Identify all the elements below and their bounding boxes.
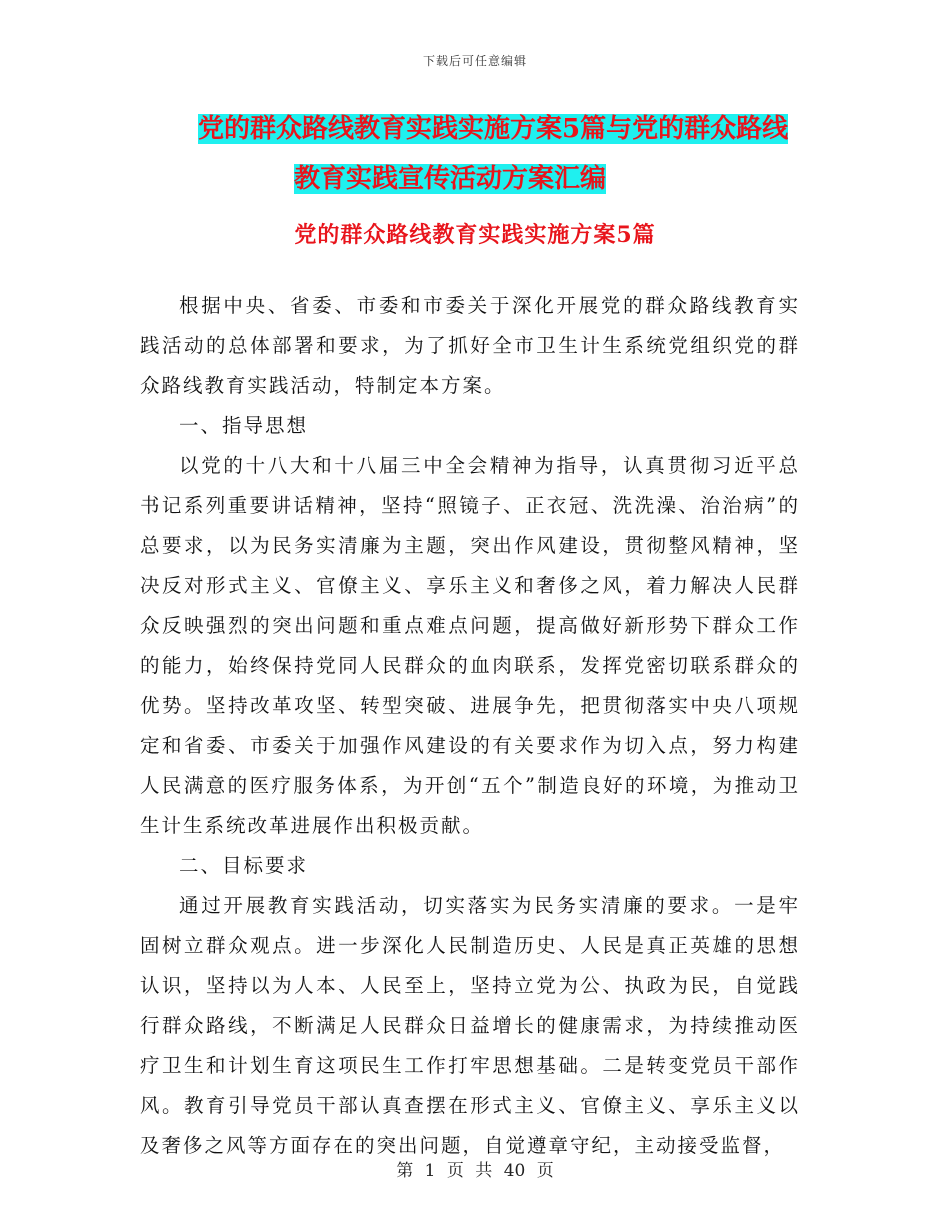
document-body — [140, 286, 800, 1166]
paragraph-intro: 根据中央、省委、市委和市委关于深化开展党的群众路线教育实践活动的总体部署和要求，为了抓好全市卫生计生系统党组织党的群众路线教育实践活动，特制定本方案。 — [140, 294, 800, 397]
paragraph-goals: 通过开展教育实践活动，切实落实为民务实清廉的要求。一是牢固树立群众观点。进一步深化人民制造历史、人民是真正英雄的思想认识，坚持以为人本、人民至上，坚持立党为公、执政为民，自觉践行群众路线，不断满足人民群众日益增长的健康需求，为持续推动医疗卫生和计划生育这项民生工作打牢思想基础。二是转变党员干部作风。教育引导党员干部认真查摆在形式主义、官僚主义、享乐主义以及奢侈之风等方面存在的突出问题，自觉遵章守纪，主动接受监督， — [140, 894, 800, 1157]
paragraph-guiding-thought: 以党的十八大和十八届三中全会精神为指导，认真贯彻习近平总书记系列重要讲话精神，坚持“照镜子、正衣冠、洗洗澡、治治病”的总要求，以为民务实清廉为主题，突出作风建设，贯彻整风精神，坚决反对形式主义、官僚主义、享乐主义和奢侈之风，着力解决人民群众反映强烈的突出问题和重点难点问题，提高做好新形势下群众工作的能力，始终保持党同人民群众的血肉联系，发挥党密切联系群众的优势。坚持改革攻坚、转型突破、进展争先，把贯彻落实中央八项规定和省委、市委关于加强作风建设的有关要求作为切入点，努力构建人民满意的医疗服务体系，为开创“五个”制造良好的环境，为推动卫生计生系统改革进展作出积极贡献。 — [140, 454, 800, 837]
heading-goals: 二、目标要求 — [179, 854, 309, 877]
page-header: 下载后可任意编辑 — [422, 54, 527, 68]
title-highlight-1: 党的群众路线教育实践实施方案5篇与党的群众路线 — [198, 114, 789, 144]
document-title-line-1 — [140, 104, 830, 154]
title-highlight-2: 教育实践宣传活动方案汇编 — [293, 164, 606, 194]
heading-guiding-thought: 一、指导思想 — [179, 414, 309, 437]
section-title: 党的群众路线教育实践实施方案5篇 — [294, 222, 656, 248]
page-number-footer: 第 1 页 共 40 页 — [396, 1161, 554, 1181]
document-title-line-2 — [140, 154, 830, 204]
document-title — [140, 104, 830, 204]
